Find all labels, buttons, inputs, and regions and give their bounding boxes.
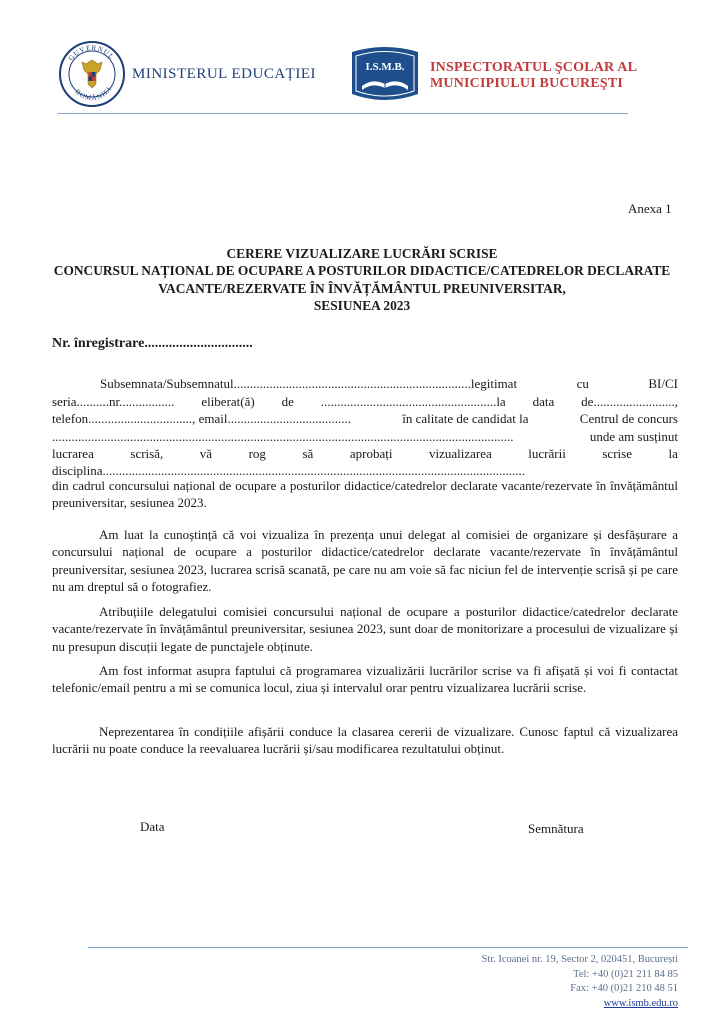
ismb-logo-text: I.S.M.B. [365,61,405,73]
government-seal-icon [58,40,126,108]
paragraph-2: Atribuțiile delegatului comisiei concursului național de ocupare a posturilor didactice/catedrelor declarate vacante/rezervate în învățământul preuniversitar, sesiunea 2023, sunt doar de monitorizare a procesului de vizualizare și nu presupun discuții legate de punctajele obținute. [52,604,678,654]
issue-date-field[interactable]: de........................., [581,394,678,409]
date-label: Data [140,819,165,834]
form-text: eliberat(ă) [201,394,255,409]
form-text: data [532,394,555,409]
inspectorate-name [430,60,637,92]
phone-email-field[interactable]: telefon................................, email...................................... [52,411,351,426]
svg-text:GUVERNUL: GUVERNUL [66,43,117,63]
form-word: lucrarea [52,446,94,461]
form-row-id [52,394,678,410]
footer-address: Str. Icoanei nr. 19, Sector 2, 020451, București [481,954,678,965]
header-divider [58,113,628,114]
form-row-request [52,446,678,462]
form-word: vă [199,446,213,461]
form-row-contact [52,411,678,427]
form-word: scrise [602,446,632,461]
form-text: unde am susținut [589,429,678,444]
form-word: lucrării [528,446,566,461]
inspectorate-line-1: INSPECTORATUL ŞCOLAR AL [430,60,638,75]
form-text: cu [576,376,589,391]
discipline-field[interactable]: disciplina.................................................................................................................................. [52,463,526,478]
form-row-context: din cadrul concursului național de ocupare a posturilor didactice/catedrelor declarate vacante/rezervate în învățământul preuniversitar, sesiunea 2023. [52,478,678,511]
inspectorate-line-2: MUNICIPIULUI BUCUREŞTI [430,76,624,91]
title-line-2: CONCURSUL NAȚIONAL DE OCUPARE A POSTURILOR DIDACTICE/CATEDRELOR DECLARATE [53,263,671,278]
footer-phone: Tel: +40 (0)21 211 84 85 [573,968,678,980]
paragraph-4: Neprezentarea în condițiile afișării conduce la clasarea cererii de vizualizare. Cunosc faptul că vizualizarea lucrării nu poate conduce la reevaluarea lucrării și/sau modificarea rezultatului obținut. [52,724,678,757]
registration-number: Nr. înregistrare............................... [52,336,253,351]
form-word: aprobați [349,446,393,461]
form-row-name [100,376,678,392]
name-field[interactable]: Subsemnata/Subsemnatul.........................................................................legitimat [100,376,518,391]
form-word: vizualizarea [428,446,492,461]
footer-contact [481,953,678,1011]
form-text: de [281,394,294,409]
svg-text:ROMÂNIEI: ROMÂNIEI [73,85,114,103]
title-line-1: CERERE VIZUALIZARE LUCRĂRI SCRISE [226,246,498,261]
footer-divider [88,947,688,948]
form-word: să [302,446,314,461]
form-word: la [668,446,678,461]
form-word: scrisă, [130,446,164,461]
ministry-name: MINISTERUL EDUCAȚIEI [132,66,317,82]
form-word: rog [248,446,266,461]
form-text: în calitate de candidat la [402,411,529,426]
ismb-logo-icon [348,42,422,110]
form-text: BI/CI [648,376,678,391]
paragraph-3: Am fost informat asupra faptului că programarea vizualizării lucrărilor scrise va fi afișată și voi fi contactat telefonic/email pentru a mi se comunica locul, ziua și intervalul orar pentru vizualizarea lucrării scrise. [52,663,678,696]
footer-fax: Fax: +40 (0)21 210 48 51 [570,983,678,994]
paragraph-1: Am luat la cunoștință că voi vizualiza în prezența unui delegat al comisiei de organizare și desfășurare a concursului național de ocupare a posturilor didactice/catedrelor declarate vacante/rezervate în învățământul preuniversitar, sesiunea 2023, lucrarea scrisă scanată, pe care nu am voie să fac niciun fel de intervenție scrisă și pe care nu am dreptul să o fotografiez. [52,527,678,595]
form-text: Centrul de concurs [579,411,678,426]
issued-by-field[interactable]: ......................................................la [320,394,506,409]
title-line-4: SESIUNEA 2023 [313,298,411,313]
footer-website-link[interactable]: www.ismb.edu.ro [603,997,678,1009]
exam-center-field[interactable]: .............................................................................................................................................. [52,429,514,444]
signature-label: Semnătura [528,821,584,836]
id-series-field[interactable]: seria..........nr................. [52,394,175,409]
form-row-center [52,429,678,445]
annex-label: Anexa 1 [628,201,672,216]
title-line-3: VACANTE/REZERVATE ÎN ÎNVĂȚĂMÂNTUL PREUNIVERSITAR, [158,281,566,296]
